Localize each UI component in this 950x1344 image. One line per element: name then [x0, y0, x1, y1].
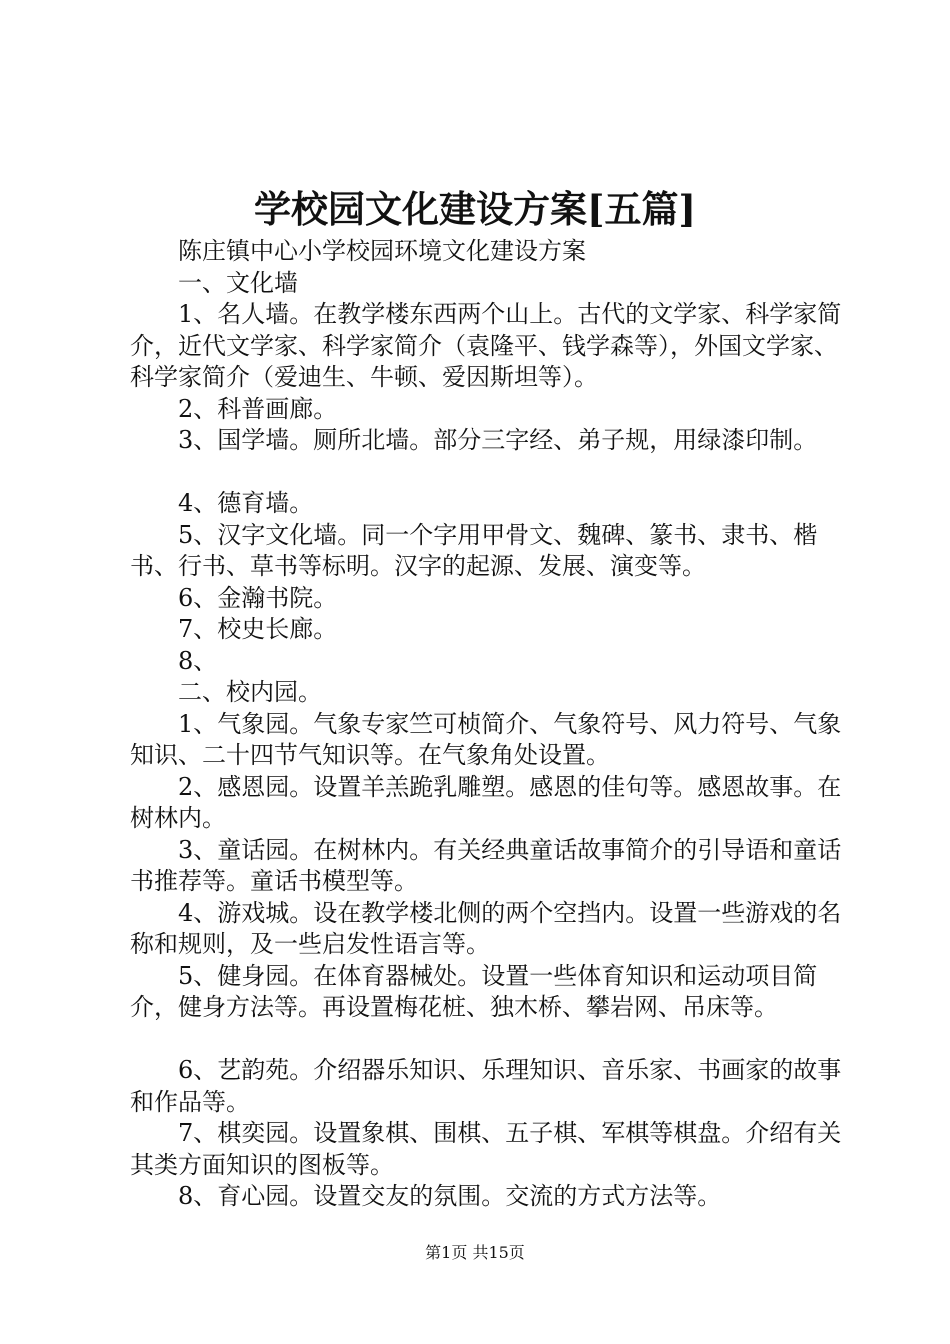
paragraph-item: 6、金瀚书院。 [178, 583, 338, 612]
page-footer: 第1页 共15页 [425, 1243, 525, 1262]
paragraph-item: 1、气象园。气象专家竺可桢简介、气象符号、风力符号、气象知识、二十四节气知识等。在气象角处设置。 [130, 709, 842, 769]
paragraph-item: 8、育心园。设置交友的氛围。交流的方式方法等。 [178, 1182, 722, 1210]
paragraph-item: 2、科普画廊。 [178, 394, 338, 423]
section-heading-culture-wall: 一、文化墙 [178, 268, 298, 297]
paragraph-item: 8、 [178, 646, 218, 675]
document-title: 学校园文化建设方案[五篇] [253, 187, 696, 231]
section-heading-campus-garden: 二、校内园。 [178, 678, 322, 706]
blank-line [130, 1024, 850, 1056]
paragraph-item: 4、游戏城。设在教学楼北侧的两个空挡内。设置一些游戏的名称和规则，及一些启发性语言等。 [130, 898, 842, 958]
paragraph-item: 3、童话园。在树林内。有关经典童话故事简介的引导语和童话书推荐等。童话书模型等。 [130, 835, 842, 895]
paragraph-item: 5、汉字文化墙。同一个字用甲骨文、魏碑、篆书、隶书、楷书、行书、草书等标明。汉字的起源、发展、演变等。 [130, 520, 818, 580]
paragraph-subtitle: 陈庄镇中心小学校园环境文化建设方案 [178, 237, 586, 265]
paragraph-item: 7、棋奕园。设置象棋、围棋、五子棋、军棋等棋盘。介绍有关其类方面知识的图板等。 [130, 1119, 842, 1179]
paragraph-item: 5、健身园。在体育器械处。设置一些体育知识和运动项目简介，健身方法等。再设置梅花桩、独木桥、攀岩网、吊床等。 [130, 961, 818, 1021]
paragraph-item: 2、感恩园。设置羊羔跪乳雕塑。感恩的佳句等。感恩故事。在树林内。 [130, 772, 842, 832]
paragraph-item: 7、校史长廊。 [178, 615, 338, 643]
paragraph-item: 6、艺韵苑。介绍器乐知识、乐理知识、音乐家、书画家的故事和作品等。 [130, 1056, 842, 1116]
paragraph-item: 4、德育墙。 [178, 489, 314, 517]
paragraph-item: 1、名人墙。在教学楼东西两个山上。古代的文学家、科学家简介，近代文学家、科学家简介（袁隆平、钱学森等），外国文学家、科学家简介（爱迪生、牛顿、爱因斯坦等）。 [130, 300, 842, 391]
blank-line [130, 457, 850, 489]
document-body [130, 236, 850, 1213]
paragraph-item: 3、国学墙。厕所北墙。部分三字经、弟子规，用绿漆印制。 [178, 426, 818, 454]
